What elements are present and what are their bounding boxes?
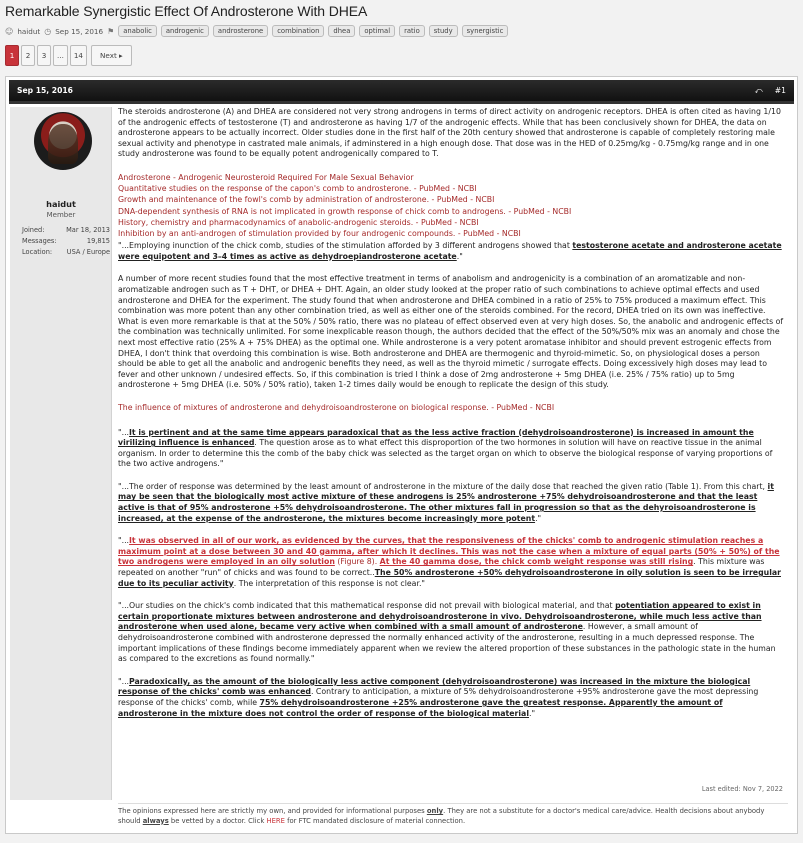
- user-sidebar: [10, 107, 112, 800]
- tag[interactable]: dhea: [328, 25, 355, 37]
- tag[interactable]: androsterone: [213, 25, 268, 37]
- tag[interactable]: combination: [272, 25, 324, 37]
- page-3-button[interactable]: 3: [37, 45, 51, 66]
- location-label: Location:: [22, 248, 53, 256]
- quote: "...Employing inunction of the chick comb, studies of the stimulation afforded by 3 different androgens showed that testosterone acetate and androsterone acetate were equipotent and 3–4 times as active as dehydroepiandrosterone acetate.": [118, 241, 782, 261]
- signature: The opinions expressed here are strictly my own, and provided for informational purposes only. They are not a substitute for a doctor's medical care/advice. Health decisions about anybody should always be vetted by a doctor. Click HERE for FTC mandated disclosure of material connection.: [118, 803, 788, 827]
- ftc-link[interactable]: HERE: [266, 816, 285, 825]
- clock-icon: ◷: [44, 26, 52, 36]
- tag[interactable]: study: [429, 25, 458, 37]
- joined-value: Mar 18, 2013: [66, 226, 110, 234]
- post-number[interactable]: #1: [774, 86, 786, 95]
- reference-link[interactable]: History, chemistry and pharmacodynamics of anabolic-androgenic steroids. - PubMed - NCBI: [118, 217, 479, 227]
- page-2-button[interactable]: 2: [21, 45, 35, 66]
- page-jump-button[interactable]: ...: [53, 45, 68, 66]
- thread-title: Remarkable Synergistic Effect Of Androsterone With DHEA: [5, 3, 368, 19]
- paragraph: The steroids androsterone (A) and DHEA are considered not very strong androgens in terms of direct activity on androgenic receptors. DHEA is often cited as having 1/10 of the androgenic effects of testosterone (T) and androsterone as having 1/7 of the androgenic effects. While that has been conclusively shown for DHEA, the data on androsterone appears to be actually incorrect. Older studies done in the first half of the 20th century showed that androsterone is capable of completely restoring male sexual activity and phenotype in castrated male animals, if adminstered in a high enough dose. That dose was in the HED of 0.25mg/kg - 0.75mg/kg range and in one study androsterone was found to be equally potent androgenically compared to T.: [118, 107, 781, 159]
- quote: "...Our studies on the chick's comb indicated that this mathematical response did not prevail with biological material, and that potentiation appeared to exist in certain proportionate mixtures between androsterone and dehydroisoandrosterone in vivo. Dehydroisoandrosterone, while much less active than androsterone when used alone, became very active when combined with a small amount of androsterone. However, a small amount of dehydroisoandrosterone combined with androsterone depressed the normally enhanced activity of the androsterone, resulting in a much depressed response. The important implications of these findings become immediately apparent when we review the altered proportion of these substances in the pathologic state in the human as compared to the excretions as found normally.": [118, 601, 776, 664]
- reference-link[interactable]: Androsterone - Androgenic Neurosteroid Required For Male Sexual Behavior: [118, 172, 414, 182]
- reference-link[interactable]: Growth and maintenance of the fowl's comb by administration of androsterone. - PubMed - NCBI: [118, 195, 495, 205]
- user-icon: ☺: [5, 26, 14, 36]
- last-edited: Last edited: Nov 7, 2022: [701, 785, 783, 793]
- share-icon[interactable]: ⤺: [754, 85, 763, 95]
- tag[interactable]: ratio: [399, 25, 425, 37]
- location-value[interactable]: USA / Europe: [66, 248, 110, 256]
- page-14-button[interactable]: 14: [70, 45, 87, 66]
- post-body: [118, 107, 784, 727]
- tag[interactable]: optimal: [359, 25, 395, 37]
- post-date[interactable]: Sep 15, 2016: [17, 86, 73, 95]
- page-1-button[interactable]: 1: [5, 45, 19, 66]
- tag[interactable]: synergistic: [462, 25, 509, 37]
- quote: "...It is pertinent and at the same time appears paradoxical that as the less active fraction (dehydroisoandrosterone) is increased in amount the virilizing influence is enhanced. The question arose as to what effect this disproportion of the two hormones in solution will have on reactive tissue in the animal organism. In order to determine this the comb of the baby chick was selected as the target organ on which to observe the biological response of varying proportions of the two active androgens.": [118, 427, 773, 469]
- thread-date[interactable]: Sep 15, 2016: [55, 26, 104, 36]
- tag[interactable]: anabolic: [118, 25, 157, 37]
- tag-icon: ⚑: [107, 26, 115, 36]
- messages-value[interactable]: 19,815: [86, 237, 110, 245]
- post: [5, 76, 798, 834]
- pagination: [5, 45, 132, 66]
- quote: "...It was observed in all of our work, as evidenced by the curves, that the responsiveness of the chicks' comb to androgenic stimulation reaches a maximum point at a dose between 30 and 40 gamma, after which it declines. This was not the case when a mixture of equal parts (50% + 50%) of the two androgens were employed in an oily solution (Figure 8). At the 40 gamma dose, the chick comb weight response was still rising. This mixture was repeated on another "run" of chicks and was found to be correct..The 50% androsterone +50% dehydroisoandrosterone in oily solution is seen to be irregular due to its peculiar activity. The interpretation of this response is not clear.": [118, 536, 781, 588]
- thread-author[interactable]: haidut: [17, 26, 41, 36]
- reference-links: [118, 172, 784, 239]
- thread-meta: [5, 25, 508, 37]
- joined-label: Joined:: [22, 226, 45, 234]
- avatar[interactable]: [34, 112, 92, 170]
- username[interactable]: haidut: [46, 199, 76, 209]
- quote: "...The order of response was determined by the least amount of androsterone in the mixture of the daily dose that reached the given ratio (Table 1). From this chart, it may be seen that the biologically most active mixture of these androgens is 25% androsterone +75% dehydroisoandrosterone and that the least active is that of 95% androsterone +5% dehydroisoandrosterone. The other mixtures fall in progression so that as the dehyroisoandrosterone is increased, at the expense of the androsterone, the mixtures become increasingly more potent.": [118, 481, 774, 523]
- quote: "...Paradoxically, as the amount of the biologically less active component (dehydroisoandrosterone) was increased in the mixture the biological response of the chicks' comb was enhanced. Contrary to anticipation, a mixture of 5% dehydroisoandrosterone +95% androsterone gave the most depressing response of the chicks' comb, while 75% dehydroisoandrosterone +25% androsterone gave the greatest response. Apparently the amount of androsterone in the mixture does not control the order of response of the biological material.": [118, 676, 759, 718]
- tag[interactable]: androgenic: [161, 25, 209, 37]
- reference-link[interactable]: The influence of mixtures of androsterone and dehydroisoandrosterone on biological response. - PubMed - NCBI: [118, 402, 555, 412]
- reference-link[interactable]: DNA-dependent synthesis of RNA is not implicated in growth response of chick comb to androgens. - PubMed - NCBI: [118, 206, 572, 216]
- messages-label: Messages:: [22, 237, 57, 245]
- next-page-button[interactable]: Next ▸: [91, 45, 132, 66]
- reference-link[interactable]: Inhibition by an anti-androgen of stimulation provided by four androgenic compounds. - PubMed - NCBI: [118, 228, 521, 238]
- user-role: Member: [46, 211, 76, 219]
- user-stats: [22, 226, 110, 259]
- post-header: [9, 80, 794, 104]
- paragraph: A number of more recent studies found that the most effective treatment in terms of anabolism and androgenicity is a combination of an aromatizable and non-aromatizable androgen such as T + DHT, or DHEA + DHT. Again, an older study looked at the proper ratio of such combinations to achieve optimal effects and used androsterone and DHEA for the experiment. The study found that when androsterone and DHEA combined in a ratio of 25% to 75% produced a maximum effect. This combination was more potent than any other combination tried, as well as either one of the steroids combined. For the record, DHEA tried on its own was ineffective. What is even more remarkable is that at the 50% / 50% ratio, there was no plateau of effect observed even at very high doses. So, the anabolic and androgenic effects of the combination was technically unlimited. For some inexplicable reason though, the authors decided that the effect of the 50%/50% mix was an anomaly and chose the next most effective ratio (25% A + 75% DHEA) as the optimal one. While androsterone is a very potent aromatase inhibitor and should prevent estrogenic effects from DHEA, I don't think that overdoing this combination is wise. Both androsterone and DHEA are thermogenic and thyroid-mimetic. So, on physiological doses a person should be able to get all the anabolic and androgenic benefits they need, as well as the thyroid mimetic / surrogate effects. Doing excessively high doses may lead to fever and other unknown / undesired effects. So, if this combination is tried I think a dose of 2mg androsterone + 5mg DHEA (i.e. 25% / 75% ratio) up to 5mg androsterone + 5mg DHEA (i.e. 50% / 50% ratio), taken 1-2 times daily would be enough to replicate the design of this study.: [118, 274, 784, 390]
- reference-link[interactable]: Quantitative studies on the response of the capon's comb to androsterone. - PubMed - NCBI: [118, 184, 477, 194]
